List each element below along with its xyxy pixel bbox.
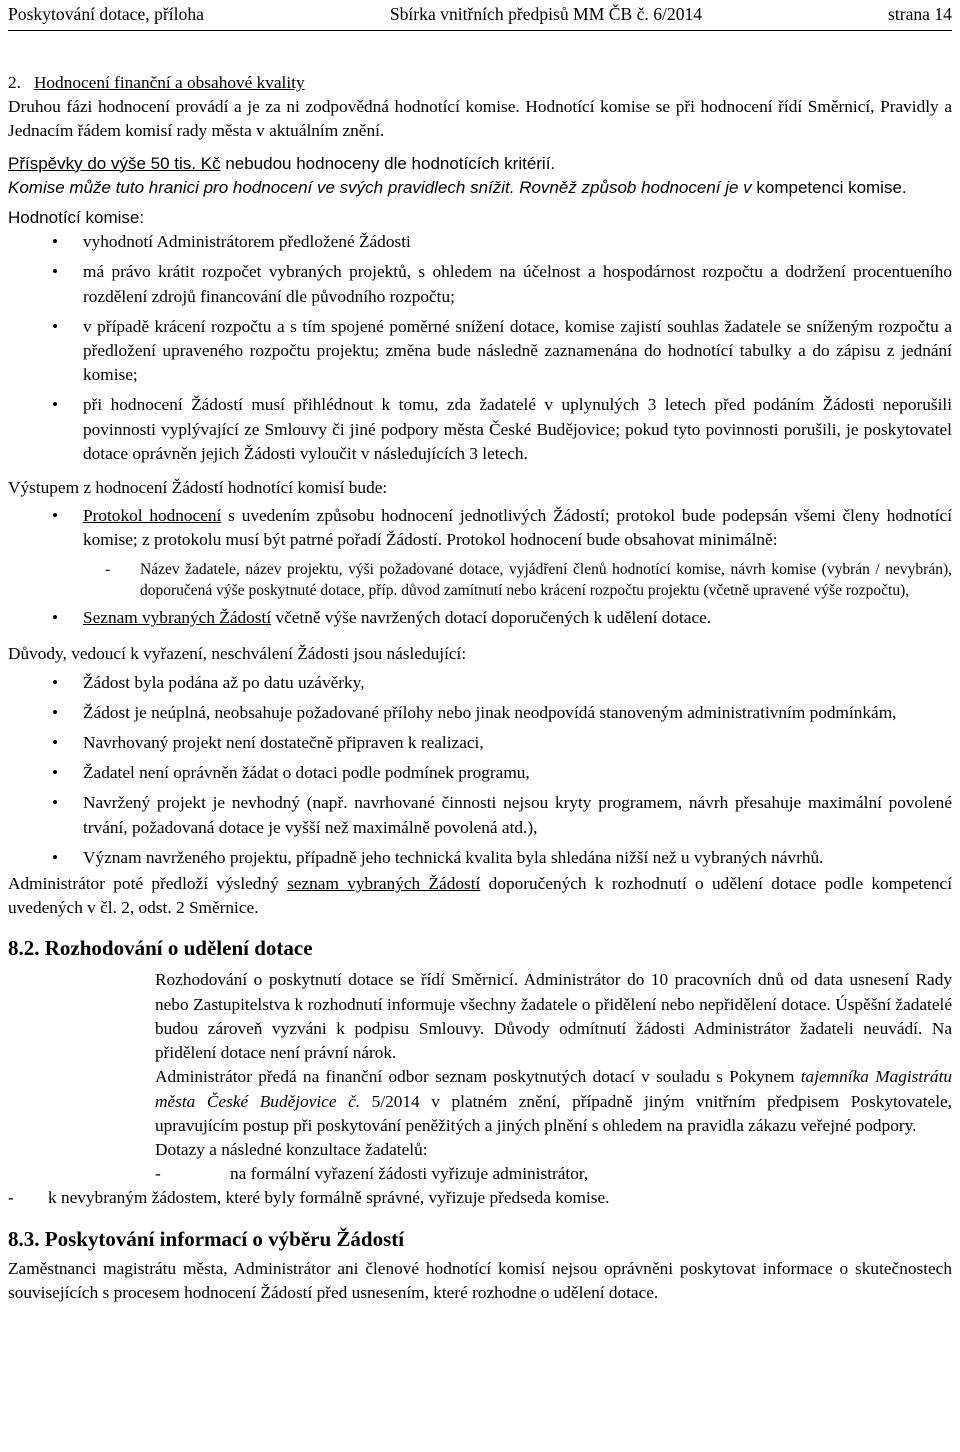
list-item: • vyhodnotí Administrátorem předložené Žádosti (8, 230, 952, 254)
list-item: • Seznam vybraných Žádostí včetně výše navržených dotací doporučených k udělení dotace. (8, 606, 952, 630)
header-left: Poskytování dotace, příloha (8, 4, 204, 24)
list-item: • v případě krácení rozpočtu a s tím spojené poměrné snížení dotace, komise zajistí souhlas žadatele se sníženým rozpočtu a předložení upraveného rozpočtu projektu; změna bude následně zaznamenána do hodnotící tabulky a do zápisu z jednání komise; (52, 316, 952, 385)
reasons-label: Důvody, vedoucí k vyřazení, neschválení Žádosti jsou následující: (8, 644, 467, 664)
list-item: - k nevybraným žádostem, které byly formálně správné, vyřizuje předseda komise. (8, 1186, 952, 1210)
bullet-icon: • (52, 702, 59, 722)
administrator-paragraph: Administrátor poté předloží výsledný seznam vybraných Žádostí doporučených k rozhodnutí o udělení dotace podle kompetencí uvedených v čl. 2, odst. 2 Směrnice. (8, 874, 953, 918)
section-2-heading (8, 71, 952, 95)
output-label: Výstupem z hodnocení Žádostí hodnotící komisí bude: (8, 478, 388, 498)
bullet-icon: • (52, 506, 59, 526)
selected-list-term: Seznam vybraných Žádostí (83, 608, 272, 628)
protocol-term: Protokol hodnocení (83, 506, 222, 526)
commission-label: Hodnotící komise: (8, 208, 145, 228)
list-item: • Protokol hodnocení s uvedením způsobu hodnocení jednotlivých Žádostí; protokol bude podepsán všemi členy hodnotící komise; z protokolu musí být patrné pořadí Žádostí. Protokol hodnocení bude obsahovat minimálně: (52, 506, 952, 550)
section-2-paragraph-3: Komise může tuto hranici pro hodnocení ve svých pravidlech snížit. Rovněž způsob hodnocení je v kompetenci komise. (8, 177, 907, 197)
commission-list (8, 230, 952, 466)
list-item: • Žádost byla podána až po datu uzávěrky, (8, 671, 952, 695)
section-8-3-paragraph: Zaměstnanci magistrátu města, Administrátor ani členové hodnotící komisí nejsou oprávněni poskytovat informace o skutečnostech souvisejících s procesem hodnocení Žádostí před usnesením, které rozhodne o udělení dotace. (8, 1258, 952, 1302)
bullet-icon: • (52, 608, 59, 628)
section-2-paragraph-2: Příspěvky do výše 50 tis. Kč nebudou hodnoceny dle hodnotících kritérií. (8, 153, 556, 173)
list-item: • Žadatel není oprávněn žádat o dotaci podle podmínek programu, (8, 761, 952, 785)
document-page (8, 0, 952, 1305)
header-center: Sbírka vnitřních předpisů MM ČB č. 6/2014 (389, 4, 703, 24)
list-item: - na formální vyřazení žádosti vyřizuje administrátor, (8, 1162, 952, 1186)
section-8-2-paragraph-3: Dotazy a následné konzultace žadatelů: (155, 1139, 428, 1159)
list-item: • Navrhovaný projekt není dostatečně připraven k realizaci, (8, 731, 952, 755)
section-2-number: 2. (8, 73, 21, 92)
section-8-3-title: 8.3. Poskytování informací o výběru Žádostí (8, 1226, 405, 1251)
bullet-icon: • (52, 232, 59, 252)
section-8-2-paragraph-2: Administrátor předá na finanční odbor seznam poskytnutých dotací v souladu s Pokynem tajemníka Magistrátu města České Budějovice č. 5/2014 v platném znění, případně jiným vnitřním předpisem Poskytovatele, upravujícím postup při poskytování peněžitých a jiných plnění s ohledem na pravidla zákazu veřejné podpory. (155, 1067, 953, 1135)
bullet-icon: • (52, 847, 59, 867)
threshold-text: Příspěvky do výše 50 tis. Kč (8, 153, 221, 173)
dash-marker: - (105, 560, 111, 578)
list-item: • při hodnocení Žádostí musí přihlédnout k tomu, zda žadatelé v uplynulých 3 letech před podáním Žádosti neporušili povinnosti vyplývající ze Smlouvy či jiné podpory města České Budějovice; pokud tyto povinnosti porušili, je poskytovatel dotace oprávněn jejich Žádosti vyloučit v následujících 3 letech. (52, 395, 952, 463)
bullet-icon: • (52, 672, 59, 692)
reasons-list (8, 671, 952, 870)
bullet-icon: • (52, 793, 59, 813)
bullet-icon: • (52, 316, 59, 336)
list-item: • Žádost je neúplná, neobsahuje požadované přílohy nebo jinak neodpovídá stanoveným administrativním podmínkám, (8, 701, 952, 725)
list-item: • Navržený projekt je nevhodný (např. navrhované činnosti nejsou kryty programem, návrh přesahuje maximální povolené trvání, požadovaná dotace je vyšší než maximálně povolená atd.), (52, 793, 952, 837)
dash-marker: - (155, 1164, 161, 1184)
list-item: - Název žadatele, název projektu, výši požadované dotace, vyjádření členů hodnotící komise, návrh komise (vybrán / nevybrán), doporučená výše poskytnuté dotace, příp. důvod zamítnutí nebo krácení rozpočtu projektu (včetně upravené výše rozpočtu), (105, 560, 952, 600)
bullet-icon: • (52, 395, 59, 415)
section-8-2-paragraph-1: Rozhodování o poskytnutí dotace se řídí Směrnicí. Administrátor do 10 pracovních dnů od data usnesení Rady nebo Zastupitelstva k rozhodnutí informuje všechny žadatele o přidělení nebo nepřidělení dotace. Úspěšní žadatelé budou zároveň vyzváni k podpisu Smlouvy. Důvody odmítnutí žádosti Administrátor žadateli neuvádí. Na přidělení dotace není právní nárok. (155, 970, 952, 1063)
section-8-2-title: 8.2. Rozhodování o udělení dotace (8, 936, 313, 961)
header-page-number: strana 14 (887, 4, 952, 24)
selected-list-link-text: seznam vybraných Žádostí (287, 874, 481, 894)
page-header (8, 0, 952, 31)
bullet-icon: • (52, 763, 59, 783)
section-2-paragraph-1: Druhou fázi hodnocení provádí a je za ni zodpovědná hodnotící komise. Hodnotící komise se při hodnocení řídí Směrnicí, Pravidly a Jednacím řádem komisí rady města v aktuálním znění. (8, 97, 952, 141)
list-item: • má právo krátit rozpočet vybraných projektů, s ohledem na účelnost a hospodárnost rozpočtu a dodržení procentueního rozdělení zdrojů financování dle původního rozpočtu; (52, 262, 952, 306)
list-item: • Význam navrženého projektu, případně jeho technická kvalita byla shledána nižší než u vybraných návrhů. (8, 846, 952, 870)
dash-marker: - (8, 1188, 14, 1208)
bullet-icon: • (52, 733, 59, 753)
section-2-title: Hodnocení finanční a obsahové kvality (33, 73, 305, 92)
bullet-icon: • (52, 262, 59, 282)
